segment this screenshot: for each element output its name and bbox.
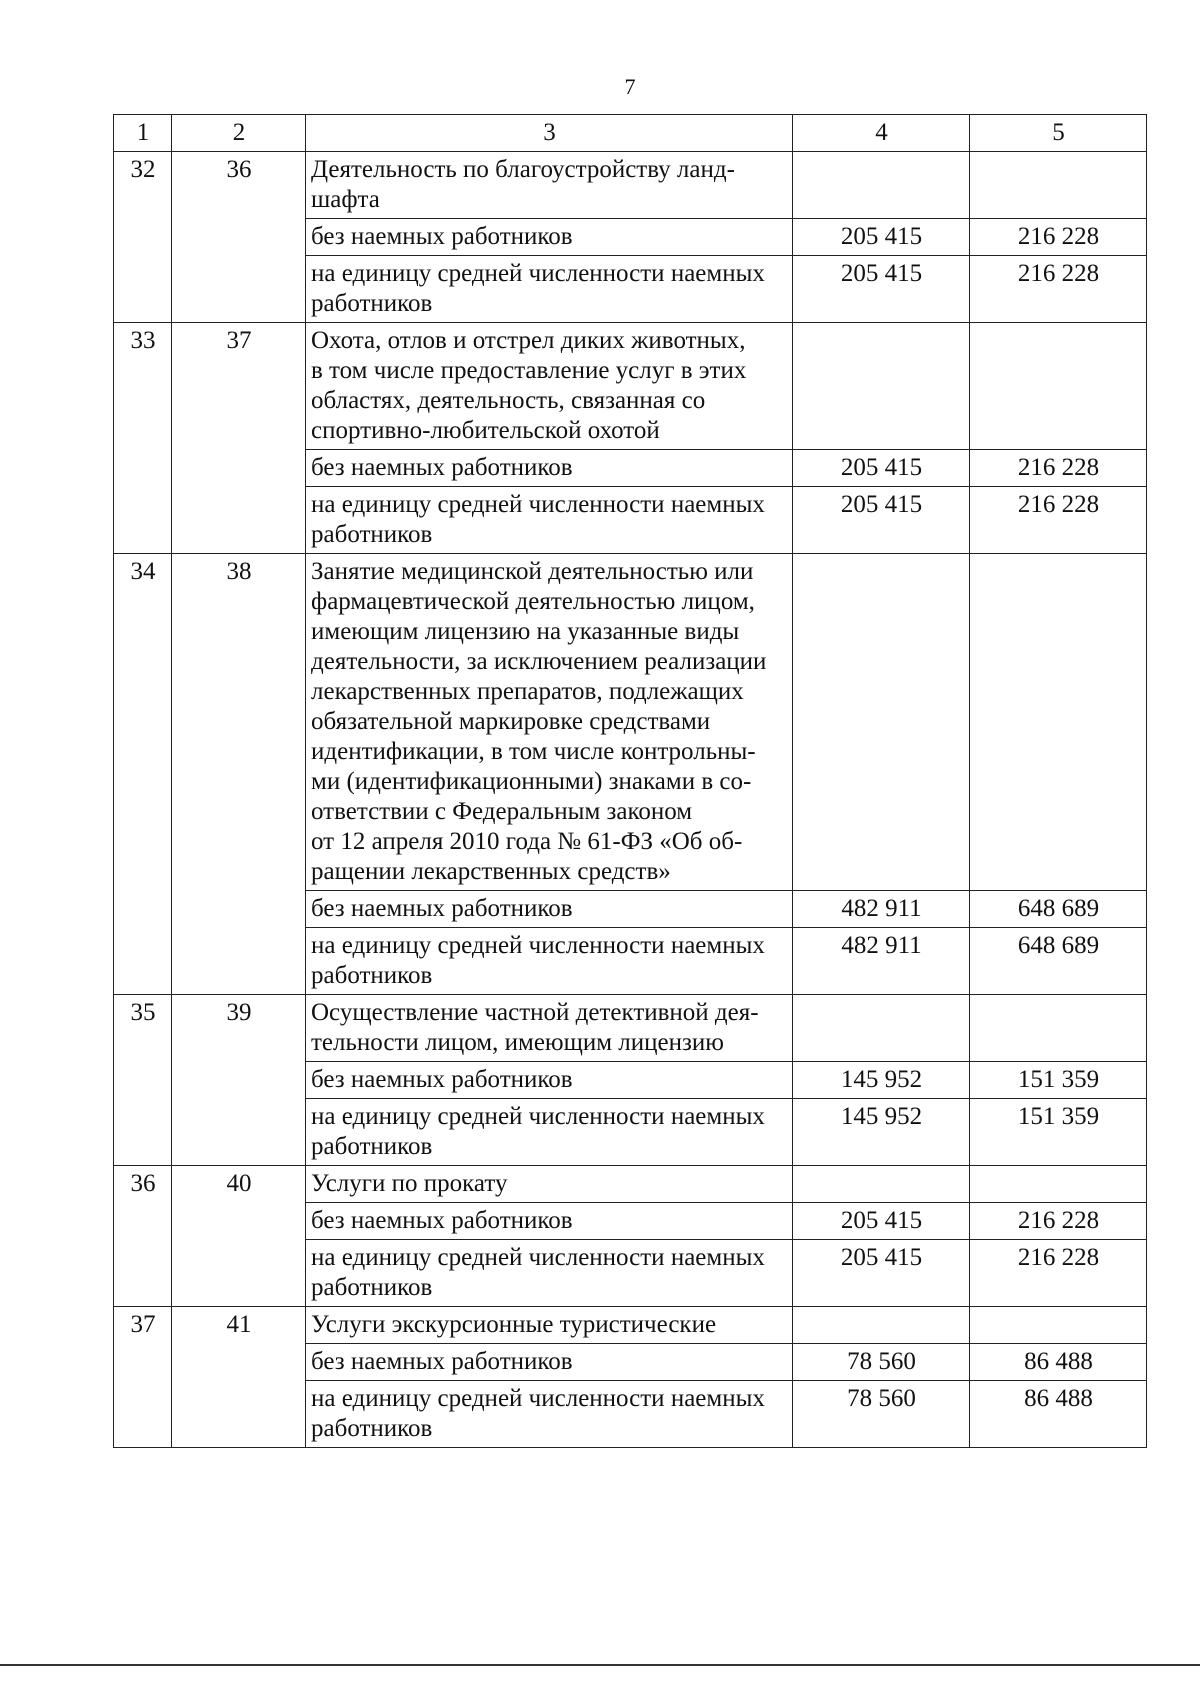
empty-cell xyxy=(793,1166,970,1203)
empty-cell xyxy=(970,323,1147,450)
table-row-group-title xyxy=(114,1166,1147,1203)
activity-title-line: обязательной маркировке средствами xyxy=(311,708,711,735)
activity-title-line: тельности лицом, имеющим лицензию xyxy=(311,1029,724,1056)
empty-cell xyxy=(793,152,970,219)
activity-title-line: лекарственных препаратов, подлежащих xyxy=(311,678,744,705)
value-col-5: 216 228 xyxy=(970,450,1147,487)
value-col-5: 648 689 xyxy=(970,928,1147,995)
header-col-2: 2 xyxy=(172,115,306,152)
value-col-4: 482 911 xyxy=(793,928,970,995)
activity-title-line: Услуги экскурсионные туристические xyxy=(311,1311,717,1338)
activity-title-line: имеющим лицензию на указанные виды xyxy=(311,618,740,645)
table-row-group-title xyxy=(114,1307,1147,1344)
row-label: на единицу средней численности наемных работников xyxy=(306,487,793,554)
value-col-5: 216 228 xyxy=(970,1240,1147,1307)
row-number-col-1: 37 xyxy=(114,1307,172,1448)
activity-title-line: от 12 апреля 2010 года № 61-ФЗ «Об об- xyxy=(311,828,743,855)
row-label: на единицу средней численности наемных работников xyxy=(306,1240,793,1307)
value-col-5: 86 488 xyxy=(970,1381,1147,1448)
activity-title-line: спортивно-любительской охотой xyxy=(311,417,660,444)
empty-cell xyxy=(970,1166,1147,1203)
empty-cell xyxy=(793,323,970,450)
value-col-4: 205 415 xyxy=(793,1203,970,1240)
activity-title xyxy=(306,554,793,891)
header-col-5: 5 xyxy=(970,115,1147,152)
value-col-5: 151 359 xyxy=(970,1062,1147,1099)
value-col-4: 78 560 xyxy=(793,1344,970,1381)
activity-title-line: шафта xyxy=(311,186,380,213)
row-number-col-2: 40 xyxy=(172,1166,306,1307)
empty-cell xyxy=(793,995,970,1062)
row-label: без наемных работников xyxy=(306,450,793,487)
row-number-col-1: 33 xyxy=(114,323,172,554)
row-label: на единицу средней численности наемных работников xyxy=(306,256,793,323)
row-label: на единицу средней численности наемных работников xyxy=(306,928,793,995)
value-col-5: 216 228 xyxy=(970,219,1147,256)
value-col-4: 205 415 xyxy=(793,450,970,487)
empty-cell xyxy=(793,1307,970,1344)
tariff-table xyxy=(113,114,1147,1448)
row-number-col-2: 38 xyxy=(172,554,306,995)
value-col-5: 216 228 xyxy=(970,1203,1147,1240)
activity-title xyxy=(306,323,793,450)
row-label: без наемных работников xyxy=(306,1062,793,1099)
row-number-col-2: 39 xyxy=(172,995,306,1166)
activity-title-line: идентификации, в том числе контрольны- xyxy=(311,738,756,765)
row-number-col-1: 35 xyxy=(114,995,172,1166)
value-col-4: 205 415 xyxy=(793,1240,970,1307)
header-col-3: 3 xyxy=(306,115,793,152)
value-col-5: 151 359 xyxy=(970,1099,1147,1166)
value-col-4: 482 911 xyxy=(793,891,970,928)
value-col-5: 216 228 xyxy=(970,256,1147,323)
activity-title-line: Осуществление частной детективной дея- xyxy=(311,999,759,1026)
activity-title-line: Услуги по прокату xyxy=(311,1170,508,1197)
row-number-col-2: 36 xyxy=(172,152,306,323)
value-col-4: 78 560 xyxy=(793,1381,970,1448)
value-col-4: 205 415 xyxy=(793,487,970,554)
activity-title xyxy=(306,995,793,1062)
header-col-4: 4 xyxy=(793,115,970,152)
table-body xyxy=(114,152,1147,1448)
empty-cell xyxy=(970,995,1147,1062)
row-number-col-1: 34 xyxy=(114,554,172,995)
row-number-col-2: 41 xyxy=(172,1307,306,1448)
activity-title-line: областях, деятельность, связанная со xyxy=(311,387,706,414)
header-col-1: 1 xyxy=(114,115,172,152)
activity-title-line: ми (идентификационными) знаками в со- xyxy=(311,768,752,795)
header-row xyxy=(114,115,1147,152)
value-col-4: 205 415 xyxy=(793,219,970,256)
activity-title xyxy=(306,1166,793,1203)
activity-title xyxy=(306,1307,793,1344)
table-row-group-title xyxy=(114,995,1147,1062)
row-number-col-1: 36 xyxy=(114,1166,172,1307)
value-col-5: 648 689 xyxy=(970,891,1147,928)
table-row-group-title xyxy=(114,554,1147,891)
row-label: без наемных работников xyxy=(306,1344,793,1381)
activity-title-line: ответствии с Федеральным законом xyxy=(311,798,693,825)
table-row-group-title xyxy=(114,323,1147,450)
row-label: без наемных работников xyxy=(306,891,793,928)
empty-cell xyxy=(793,554,970,891)
bottom-rule xyxy=(0,1664,1200,1666)
activity-title-line: в том числе предоставление услуг в этих xyxy=(311,357,747,384)
row-number-col-2: 37 xyxy=(172,323,306,554)
row-number-col-1: 32 xyxy=(114,152,172,323)
empty-cell xyxy=(970,1307,1147,1344)
row-label: на единицу средней численности наемных работников xyxy=(306,1099,793,1166)
activity-title-line: Деятельность по благоустройству ланд- xyxy=(311,156,735,183)
row-label: без наемных работников xyxy=(306,1203,793,1240)
value-col-4: 205 415 xyxy=(793,256,970,323)
empty-cell xyxy=(970,554,1147,891)
value-col-4: 145 952 xyxy=(793,1099,970,1166)
empty-cell xyxy=(970,152,1147,219)
activity-title xyxy=(306,152,793,219)
activity-title-line: фармацевтической деятельностью лицом, xyxy=(311,588,755,615)
table-row-group-title xyxy=(114,152,1147,219)
activity-title-line: Охота, отлов и отстрел диких животных, xyxy=(311,327,746,354)
value-col-5: 86 488 xyxy=(970,1344,1147,1381)
activity-title-line: ращении лекарственных средств» xyxy=(311,858,671,885)
activity-title-line: Занятие медицинской деятельностью или xyxy=(311,558,754,585)
page-number: 7 xyxy=(624,74,636,99)
row-label: без наемных работников xyxy=(306,219,793,256)
row-label: на единицу средней численности наемных работников xyxy=(306,1381,793,1448)
value-col-5: 216 228 xyxy=(970,487,1147,554)
activity-title-line: деятельности, за исключением реализации xyxy=(311,648,767,675)
value-col-4: 145 952 xyxy=(793,1062,970,1099)
